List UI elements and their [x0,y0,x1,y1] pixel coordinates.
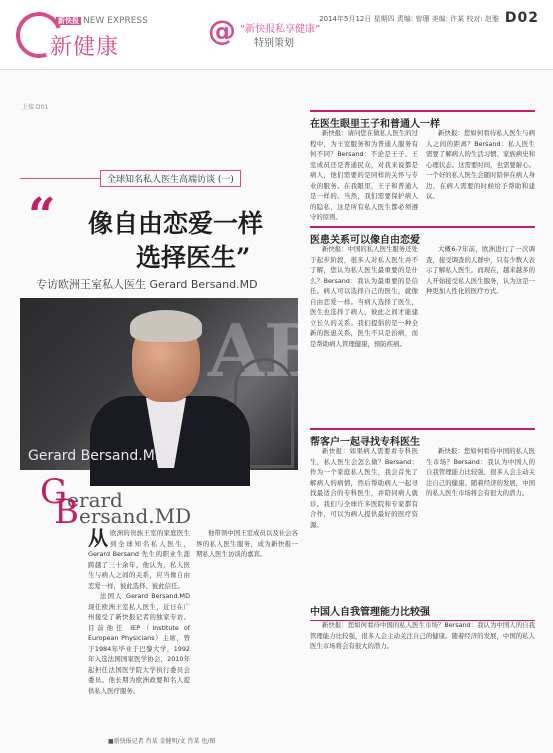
section-heading-2: 医患关系可以像自由恋爱 [310,226,535,246]
photo-caption: Gerard Bersand.MD [28,448,166,464]
open-quote-mark: “ [28,188,56,244]
page-number: D02 [504,10,539,26]
photo-hair [130,310,202,342]
left-article-p2a: 法国人 Gerard Bersand.MD 现任欧洲王室私人医生，近日在广州接受了新快报记者的独家专访。目前他任 IEP（Institute of European Physicians）主席，曾于1984年毕业于巴黎大学，1992年入选法国国家医学协会，2010年起担任法国医学院大学执行委员会委员。他长期为欧洲政要和名人提供私人医疗服务。 [88,592,190,695]
last-name-rest: ersand.MD [79,504,192,528]
issue-info: 2014年5月12日 星期四 责编: 曾珊 美编: 许某 校对: 赵雅 [319,15,499,23]
last-initial: B [54,492,79,532]
right-article-s1-col1 [310,128,418,224]
series-divider [20,178,100,179]
right-article-s1-col2 [426,128,535,224]
section-heading-3: 帮客户一起寻找专科医生 [310,428,535,448]
right-article-s2-col1 [310,244,418,414]
left-article-p1: 欧洲的贵族王室的家庭医生到全球知名私人医生，Gerard Bersand 先生的职业生涯跨越了三十余年。他认为，私人医生与病人之间的关系，应当像自由恋爱一样，彼此选择、彼此信任。 [88,529,190,590]
special-feature-subtitle: 特别策划 [254,38,294,49]
right-article-s4-text: 新快报：您如何看待中国的私人医生市场？Bersand：我认为中国人的自我管理能力比较强，很多人会主动关注自己的健康。随着经济的发展，中国的私人医生市场将会有很大的潜力。 [310,621,535,650]
series-tag-label: 全球知名私人医生高端访谈 (一) [100,170,241,187]
right-article-s3b-text-a: 大概6-7年前，欧洲进行了一次调查，接受调查的人群中，只有少数人表示了解私人医生。而现在，越来越多的人开始接受私人医生服务，认为这是一种更加人性化的医疗方式。 [426,245,535,295]
right-article-s2b-text-a: 新快报：您如何看待私人医生与病人之间的距离？Bersand：私人医生需要了解病人的生活习惯、家族病史和心理状态。这需要时间，也需要耐心。一个好的私人医生会随时陪伴在病人身边，在病人需要的时候给予帮助和建议。 [426,129,535,200]
section-title: 新健康 [50,35,120,60]
headline-line-2: 选择医生” [136,243,251,272]
right-article-s4-text-a: 新快报：您如何看待中国的私人医生市场？Bersand：我认为中国人的自我管理能力比较强，很多人会主动关注自己的健康。随着经济的发展，中国的私人医生市场将会有很大的潜力。 [426,447,535,497]
page-reference: 上接 D01 [22,104,49,111]
page-header [0,0,553,70]
left-article-col-1 [88,528,190,734]
left-article-p3: 他带领中国王室成员以及社会各界的私人医生服务，成为新快报一期私人医生访谈的嘉宾。 [196,529,298,558]
drop-cap: 从 [88,526,108,550]
right-article-s2-col2 [426,244,535,414]
section-brand [16,8,166,64]
left-article-col-2 [196,528,298,734]
headline-line-1: 像自由恋爱一样 [88,209,264,238]
newspaper-name [56,16,148,26]
right-article-s2-text: 新快报：中国的私人医生服务还处于起步阶段，很多人对私人医生并不了解，您认为私人医生最重要的是什么？Bersand：我认为最重要的是信任。病人可以选择自己的医生，就像自由恋爱一样。当病人选择了医生，医生也选择了病人，彼此之间才能建立长久的关系。我们提倡的是一种全新的医患关系，医生不只是治病，而是帮助病人管理健康，预防疾病。 [310,245,418,348]
article-credit: ■新快报记者 肖某 金健明/文 肖某 也/图 [108,738,216,745]
right-article-s4-col1 [310,620,535,744]
special-feature-title: “新快报私享健康” [240,24,321,35]
series-tag [100,170,241,186]
section-heading-1: 在医生眼里王子和普通人一样 [310,110,535,130]
section-heading-4: 中国人自我管理能力比较强 [310,600,535,621]
first-initial: G [40,472,68,512]
newspaper-badge: 新快报 [58,17,79,25]
portrait-photo [20,298,325,470]
photo-watermark: AB [208,308,325,393]
right-article-s3-col1 [310,446,418,588]
at-logo-icon: @ [208,14,236,47]
right-article-s1-text: 新快报：请问您在做私人医生的过程中，为王室服务和为普通人服务有何不同？Bersand：不论是王子、王室成员还是普通民众，对我来说都是病人，他们需要的是同样的关怀与专业的服务。在我眼里，王子和普通人是一样的。当然，我们需要保护病人的隐私，这是所有私人医生都必须遵守的原则。 [310,129,418,221]
name-display-last [54,492,191,532]
newspaper-english-name: NEW EXPRESS [83,16,148,26]
right-article-s3-col2 [426,446,535,588]
headline-subtitle: 专访欧洲王室私人医生 Gerard Bersand.MD [36,278,258,291]
first-name-rest: erard [67,488,123,512]
right-article-s3-text: 新快报：如果病人需要看专科医生，私人医生会怎么做？Bersand：作为一个家庭私人医生，我会首先了解病人的病情，然后帮助病人一起寻找最适合的专科医生，并陪同病人就诊。我们与全球许多医院和专家都有合作，可以为病人提供最好的医疗资源。 [310,447,418,529]
